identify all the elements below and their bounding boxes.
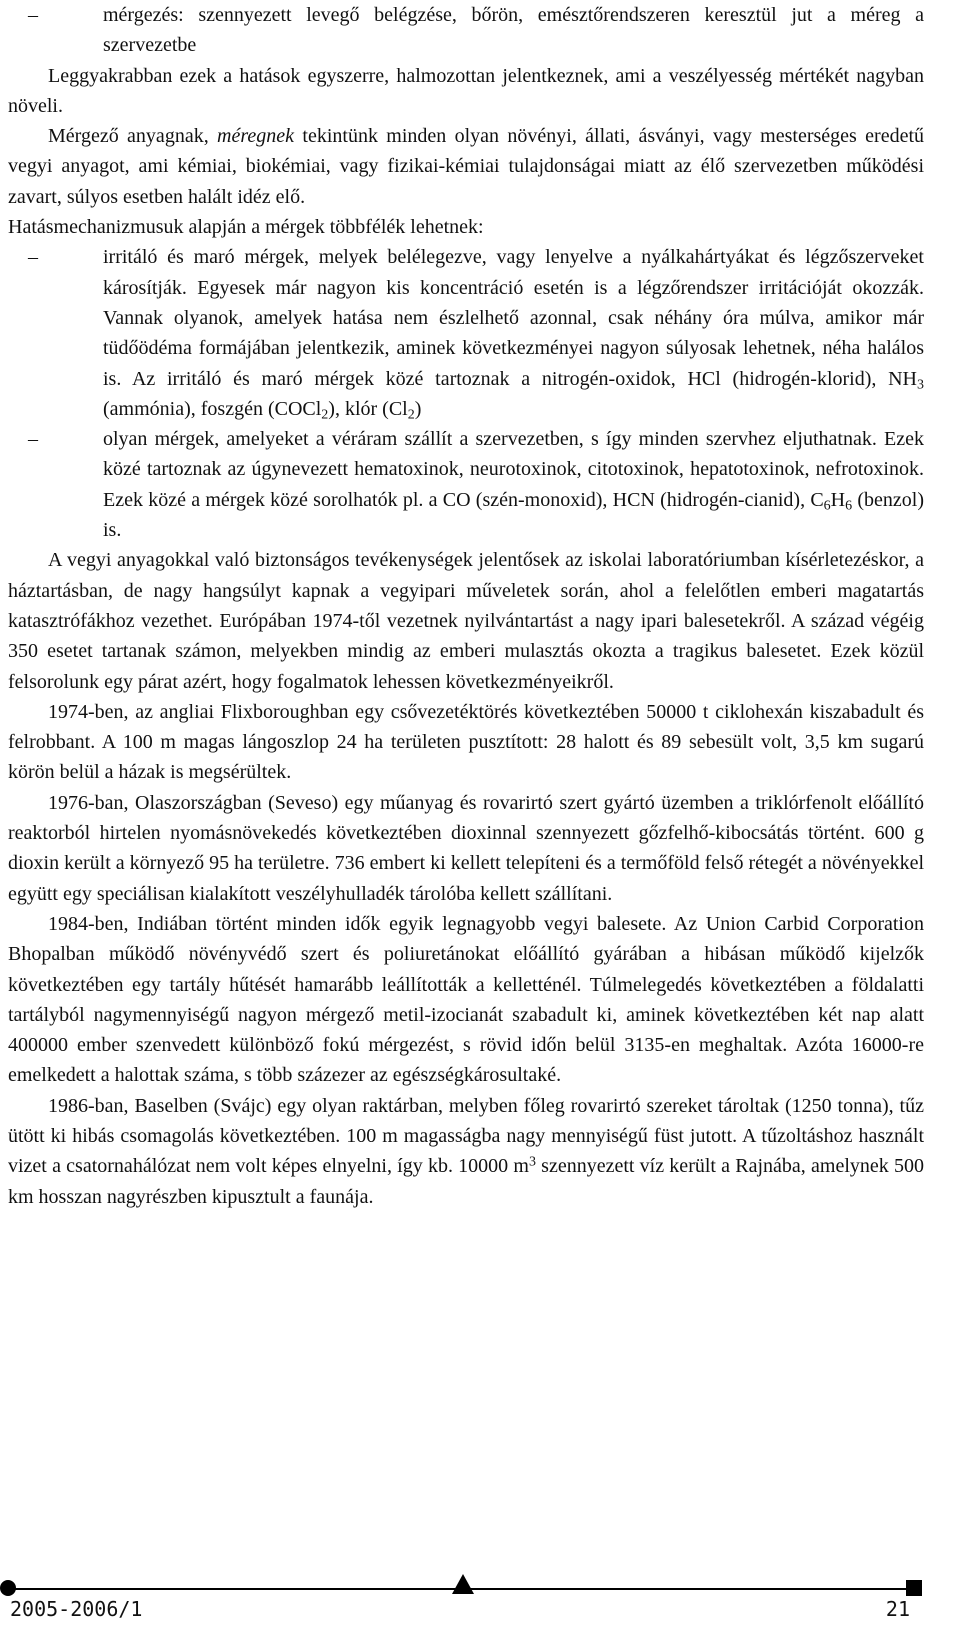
dash-bullet: – (28, 246, 38, 269)
list-item-text: mérgezés: szennyezett levegő belégzése, bőrön, emésztőrendszeren keresztül jut a méreg a szervezetbe (103, 4, 924, 57)
term-meregnek: méregnek (217, 125, 295, 148)
paragraph-mechanism: Hatásmechanizmusuk alapján a mérgek többfélék lehetnek: (8, 216, 484, 239)
paragraph-1976-seveso: 1976-ban, Olaszországban (Seveso) egy műanyag és rovarirtó szert gyártó üzemben a triklórfenolt előállító reaktorból hirtelen nyomásnövekedés következtében dioxinnal szennyezett gőzfelhő-kibocsátás történt. 600 g dioxin került a környező 95 ha területre. 736 embert ki kellett telepíteni és a termőföld felső rétegét a növényekkel együtt egy speciálisan kialakított veszélyhulladék tárolóba kellett szállítani. (8, 791, 924, 905)
paragraph-1984-bhopal: 1984-ben, Indiában történt minden idők egyik legnagyobb vegyi balesete. Az Union Carbid Corporation Bhopalban működő növényvédő szert és poliuretánokat előállító gyárában a hibásan működő kijelzők következtében egy tartály hűtését hamarább leállították a kelletténél. Túlmelegedés következtében a földalatti tartályból nagymennyiségű nagyon mérgező metil-izocianát szabadult ki, aminek következtében két nap alatt 400000 ember szenvedett különböző fokú mérgezést, s rövid időn belül 3135-en meghaltak. Azóta 16000-re emelkedett a halottak száma, s több százezer az egészségkárosultaké. (8, 912, 924, 1087)
dash-bullet: – (28, 4, 38, 26)
dash-bullet: – (28, 428, 38, 451)
document-page (8, 0, 924, 1212)
paragraph-1986-basel: 1986-ban, Baselben (Svájc) egy olyan raktárban, melyben főleg rovarirtó szereket tároltak (1250 tonna), tűz ütött ki hibás csomagolás következtében. 100 m magasságba nagy mennyiségű füst jutott. A tűzoltáshoz használt vizet a csatornahálózat nem volt képes elnyelni, így kb. 10000 $m^3$ szennyezett víz került a Rajnába, amelynek 500 km hosszan nagyrészben kipusztult a faunája. (8, 1094, 924, 1208)
footer-square-icon (906, 1580, 922, 1596)
paragraph-combined-effects: Leggyakrabban ezek a hatások egyszerre, halmozottan jelentkeznek, ami a veszélyesség mértékét nagyban növeli. (8, 64, 924, 117)
page-number: 21 (885, 1597, 910, 1621)
list-item-poisoning (8, 0, 924, 61)
footer-circle-icon (0, 1580, 16, 1596)
paragraph-poison-definition: Mérgező anyagnak, méregnek tekintünk minden olyan növényi, állati, ásványi, vagy mesterséges eredetű vegyi anyagot, ami kémiai, biokémiai, vagy fizikai-kémiai tulajdonságai miatt az élő szervezetben működési zavart, súlyos esetben halált idéz elő. (8, 125, 925, 208)
list-item-irritant-poisons (8, 242, 924, 424)
footer-issue: 2005-2006/1 (10, 1597, 143, 1621)
paragraph-safety: A vegyi anyagokkal való biztonságos tevékenységek jelentősek az iskolai laboratóriumban kísérletezéskor, a háztartásban, de nagy hangsúlyt kapnak a vegyipari műveletek során, ahol a felelőtlen emberi magatartás katasztrófákhoz vezethet. Európában 1974-től vezetnek nyilvántartást a nagy ipari balesetekről. A század végéig 350 esetet tartanak számon, melyekben mindig az emberi mulasztás okozta a tragikus balesetet. Ezek közül felsorolunk egy párat azért, hogy fogalmatok lehessen következményeikről. (8, 549, 924, 693)
list-item-text: olyan mérgek, amelyeket a véráram szállít a szervezetben, s így minden szervhez eljuthatnak. Ezek közé tartoznak az úgynevezett hematoxinok, neurotoxinok, citotoxinok, hepatotoxinok, nefrotoxinok. Ezek közé a mérgek közé sorolhatók pl. a CO (szén-monoxid), HCN (hidrogén-cianid), $C_6H_6$ (benzol) is. (103, 428, 924, 542)
footer-triangle-icon (452, 1574, 474, 1594)
paragraph-1974-flixborough: 1974-ben, az angliai Flixboroughban egy csővezetéktörés következtében 50000 t ciklohexán kiszabadult és felrobbant. A 100 m magas lángoszlop 24 ha területen pusztított: 28 halott és 89 sebesült volt, 3,5 km sugarú körön belül a házak is megsérültek. (8, 700, 924, 784)
list-item-blood-poisons (8, 424, 924, 545)
list-item-text: irritáló és maró mérgek, melyek belélegezve, vagy lenyelve a nyálkahártyákat és légzőszerveket károsítják. Egyesek már nagyon kis koncentráció esetén is a légzőrendszer irritációját okozzák. Vannak olyanok, amelyek hatása nem észlelhető azonnal, csak néhány óra múlva, amikor már tüdőödéma formájában jelentkezik, aminek következményei nagyon súlyosak lehetnek, néha halálos is. Az irritáló és maró mérgek közé tartoznak a nitrogén-oxidok, HCl (hidrogén-klorid), $NH_3$ (ammónia), foszgén (COCl$_2$), klór $(Cl_2)$ (103, 246, 924, 423)
